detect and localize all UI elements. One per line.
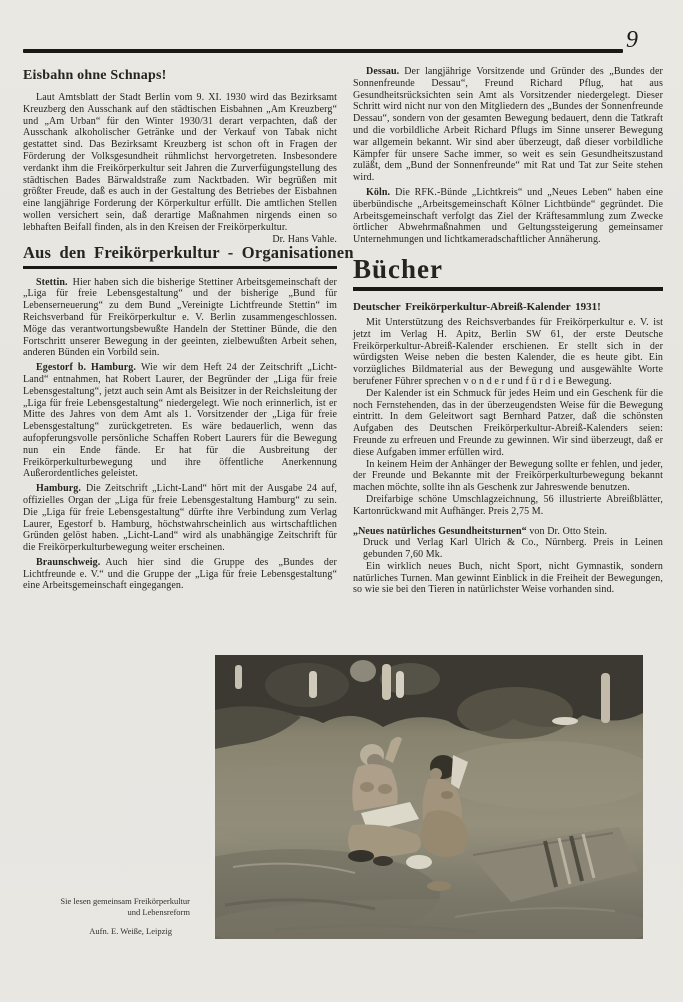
news-item-text: Auch hier sind die Gruppe des „Bundes der Lichtfreunde e. V.“ und die Gruppe der „Liga für freie Lebensgestaltung“ eine Arbeitsgemeinschaft eingegangen. bbox=[23, 556, 337, 592]
photo-credit: Aufn. E. Weiße, Leipzig bbox=[89, 926, 172, 936]
article-signature: Dr. Hans Vahle. bbox=[272, 233, 337, 245]
caption-line-2: und Lebensreform bbox=[127, 907, 190, 917]
news-item-koeln bbox=[353, 187, 663, 246]
review2-title-line bbox=[353, 526, 663, 538]
news-item-text: Die RFK.-Bünde „Lichtkreis“ und „Neues Leben“ haben eine überbündische „Arbeitsgemeinschaft Kölner Lichtbünde“ gegründet. Die Arbeitsgemeinschaft verfolgt das Ziel der Kräftesammlung zum Zwecke örtlicher Abwehrmaßnahmen und Geltungssteigerung gemeinsamer Unternehmungen und lichtkameradschaftlicher Annäherung. bbox=[353, 186, 663, 246]
news-item-text: Die Zeitschrift „Licht-Land“ hört mit der Ausgabe 24 auf, offizielles Organ der „Liga für freie Lebensgestaltung Hamburg“ zu sein. Die „Liga für freie Lebensgestaltung“ dürfte ihre Verbindung zum Verlag Laurer, Egestorf b. Hamburg, höchstwahrscheinlich aus wirtschaftlichen Gründen gelöst haben. „Licht-Land“ wird als unabhängige Zeitschrift für die Freikörperkulturbewegung weiter erscheinen. bbox=[23, 483, 337, 554]
news-item-braunschweig bbox=[23, 557, 337, 592]
news-item-place: Stettin. bbox=[36, 276, 68, 288]
review2-publisher: Druck und Verlag Karl Ulrich & Co., Nürnberg. Preis in Leinen gebunden 7,60 Mk. bbox=[363, 537, 663, 561]
section-heading: Aus den Freikörperkultur - Organisationen bbox=[23, 242, 354, 262]
news-item-hamburg bbox=[23, 483, 337, 554]
review1-paragraph-3: In keinem Heim der Anhänger der Bewegung sollte er fehlen, und jeder, der Freunde und Bekannte mit der Freikörperkulturbewegung bekannt machen möchte, sollte ihn als Geschenk zur Jahreswende benutzen. bbox=[353, 458, 663, 494]
news-item-egestorf bbox=[23, 362, 337, 480]
header-rule bbox=[23, 49, 623, 53]
review1-paragraph-4: Dreifarbige schöne Umschlagzeichnung, 56 illustrierte Abreißblätter, Kartonrückwand mit Aufhänger. Preis 2,75 M. bbox=[353, 493, 663, 517]
news-item-stettin bbox=[23, 277, 337, 360]
buecher-heading: Bücher bbox=[353, 253, 443, 284]
photo-caption bbox=[28, 896, 190, 937]
review1-paragraph-2: Der Kalender ist ein Schmuck für jedes Heim und ein Geschenk für die noch Fernstehenden, das in der überzeugendsten Weise für die Bewegung eintritt. In dem Geleitwort sagt Bernhard Patzer, daß die schönsten Aufgaben des Deutschen Freikörperkultur-Abreiß-Kalenders seien: Freunde zu erfreuen und Freunde zu gewinnen. Wir sind überzeugt, daß er diese Aufgaben immer erfüllen wird. bbox=[353, 387, 663, 458]
photo-illustration bbox=[215, 655, 643, 939]
news-item-text: Wie wir dem Heft 24 der Zeitschrift „Licht-Land“ entnahmen, hat Robert Laurer, der Begründer der „Liga für freie Lebensgestaltung“, jetzt auch sein Amt als Beisitzer in der Reichsleitung der „Liga für freie Lebensgestaltung“ niedergelegt. Wie noch erinnerlich, ist er Mitte des Jahres von dem Amt als 1. Vorsitzender der „Liga für freie Lebensgestaltung“ zurückgetreten. Es wäre bedauerlich, wenn das aufopferungsvolle persönliche Schaffen Robert Laurers für die Bewegung nun ein Ende fände. Er hat für die Ausbreitung der Freikörperkulturbewegung und ihre öffentliche Anerkennung Außerordentliches geleistet. bbox=[23, 362, 337, 480]
news-item-dessau bbox=[353, 66, 663, 184]
buecher-rule bbox=[353, 287, 663, 291]
right-column bbox=[353, 66, 663, 596]
review2-body: Ein wirklich neues Buch, nicht Sport, nicht Gymnastik, sondern natürliches Turnen. Man gewinnt Einblick in die Freiheit der Bewegungen, so wie sie bei den Tieren in natürlichster Weise vorhanden sind. bbox=[353, 560, 663, 596]
news-item-place: Köln. bbox=[366, 186, 391, 198]
columns bbox=[23, 66, 663, 596]
news-item-place: Braunschweig. bbox=[36, 556, 101, 568]
article-body bbox=[23, 92, 337, 245]
section-rule bbox=[23, 266, 337, 269]
news-item-text: Der langjährige Vorsitzende und Gründer des „Bundes der Sonnenfreunde Dessau“, Freund Richard Pflug, hat aus Gesundheitsrücksichten sein Amt als Vorsitzender niedergelegt. Dieser Schritt wird nicht nur von den Mitgliedern des „Bundes der Sonnenfreunde Dessau“, sondern von der gesamten Bewegung bedauert, denn die Tatkraft und die vorbildliche Arbeit Richard Pflugs im Sinne unserer Bewegung war allgemein bekannt. Wir sind aber überzeugt, daß dieser vorbildliche Kämpfer für unsere Sache immer, so weit es sein Gesundheitszustand zuläßt, dem „Bund der Sonnenfreunde“ mit Rat und Tat zur Seite stehen wird. bbox=[353, 66, 663, 184]
review2 bbox=[353, 526, 663, 597]
review1-title: Deutscher Freikörperkultur-Abreiß-Kalender 1931! bbox=[353, 300, 601, 313]
page-number: 9 bbox=[626, 27, 638, 53]
news-item-text: Hier haben sich die bisherige Stettiner Arbeitsgemeinschaft der „Liga für freie Lebensgestaltung“ und der bisherige „Bund für Lebenserneuerung“ zu dem Bund „Vereinigte Lichtfreunde Stettin“ im Reichsverband für Freikörperkultur e. V. Berlin zusammengeschlossen. Möge das verantwortungsbewußte Handeln der Stettiner Bünde, die den Fortschritt unserer Bewegung in der geeinten, zielbewußten Arbeit sehen, anderen Bünden ein Vorbild sein. bbox=[23, 276, 337, 359]
review2-title-suffix: von Dr. Otto Stein. bbox=[526, 525, 608, 537]
article-title: Eisbahn ohne Schnaps! bbox=[23, 68, 167, 83]
article-body-text: Laut Amtsblatt der Stadt Berlin vom 9. XI. 1930 wird das Bezirksamt Kreuzberg den Ausschank auf den städtischen Eisbahnen „Am Kreuzberg“ und „Am Urban“ für den Winter 1930/31 derart verpachten, daß der Ausschank alkoholischer Getränke und der Verkauf von Tabak nicht gestattet sind. Das Bezirksamt Kreuzberg ist schon oft in Fragen der Förderung der Volksgesundheit rühmlichst hervorgetreten. Insbesondere verdankt ihm die Freikörperkultur seit Jahren die Zurverfügungstellung des städtischen Bades Bärwaldstraße zum Nacktbaden. Wir begrüßen mit größter Freude, daß es auch in der Gestaltung des Betriebes der Eisbahnen eine langjährige Forderung der Körperkultur erfüllt. Die amtlichen Stellen wollen versichert sein, daß derartige Maßnahmen nirgends einen so lebhaften Beifall finden, als in den Kreisen der Freikörperkultur. bbox=[23, 92, 337, 233]
news-item-place: Egestorf b. Hamburg. bbox=[36, 362, 136, 374]
caption-line-1: Sie lesen gemeinsam Freikörperkultur bbox=[60, 896, 190, 906]
left-column bbox=[23, 66, 354, 596]
review1-paragraph-1: Mit Unterstützung des Reichsverbandes für Freikörperkultur e. V. ist jetzt im Verlag H. Apitz, Berlin SW 61, der erste Deutsche Freikörperkultur-Abreiß-Kalender erschienen. Er stellt sich in der würdigsten Weise neben die besten Kalender, die es heute gibt. Ein vorzügliches Bildmaterial aus der Bewegung und ausgewählte Worte berufener Führer sprechen v o n d e r und f ü r d i e Bewegung. bbox=[353, 316, 663, 387]
news-item-place: Hamburg. bbox=[36, 483, 81, 495]
photo bbox=[215, 655, 643, 939]
news-item-place: Dessau. bbox=[366, 66, 400, 77]
review2-title: „Neues natürliches Gesundheitsturnen“ bbox=[353, 525, 527, 537]
